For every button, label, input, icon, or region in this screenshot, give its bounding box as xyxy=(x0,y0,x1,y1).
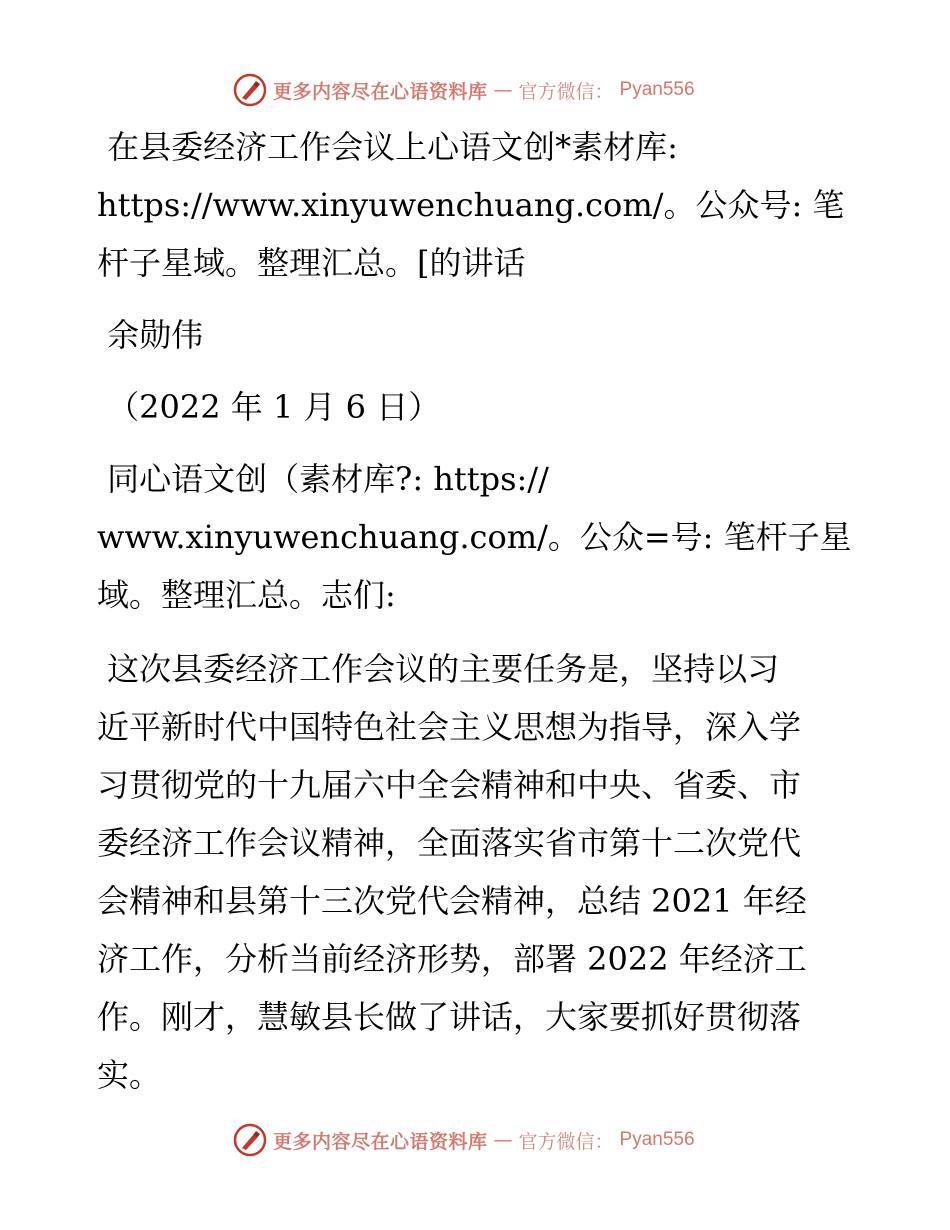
watermark-dash: — xyxy=(493,1129,513,1151)
greeting-block xyxy=(97,450,857,624)
pen-logo-icon xyxy=(233,1123,267,1157)
title-line: 在县委经济工作会议上心语文创*素材库: xyxy=(97,128,678,166)
footer-watermark xyxy=(233,1120,695,1160)
paragraph-line: 实。 xyxy=(97,1056,162,1094)
watermark-wechat-id: Pyan556 xyxy=(619,1129,695,1150)
watermark-main-text: 更多内容尽在心语资料库 xyxy=(273,80,488,103)
watermark-dash: — xyxy=(493,79,513,101)
watermark-main-text: 更多内容尽在心语资料库 xyxy=(273,1130,488,1153)
pen-logo-icon xyxy=(233,73,267,107)
greeting-line: 域。整理汇总。志们: xyxy=(97,576,396,614)
paragraph-line: 会精神和县第十三次党代会精神，总结 2021 年经 xyxy=(97,882,807,920)
title-line: 杆子星域。整理汇总。[的讲话 xyxy=(97,244,526,282)
paragraph-line: 济工作，分析当前经济形势，部署 2022 年经济工 xyxy=(97,940,807,978)
paragraph-line: 习贯彻党的十九届六中全会精神和中央、省委、市 xyxy=(97,766,802,804)
watermark-wechat-label: 官方微信： xyxy=(518,1130,614,1153)
greeting-line: www.xinyuwenchuang.com/。公众=号: 笔杆子星 xyxy=(97,518,852,556)
main-paragraph xyxy=(97,640,857,1104)
watermark-wechat-label: 官方微信： xyxy=(518,80,614,103)
greeting-line: 同心语文创（素材库?: https:// xyxy=(97,460,549,498)
paragraph-line: 这次县委经济工作会议的主要任务是，坚持以习 xyxy=(97,650,780,688)
speech-date: （2022 年 1 月 6 日） xyxy=(97,388,441,426)
paragraph-line: 作。刚才，慧敏县长做了讲话，大家要抓好贯彻落 xyxy=(97,998,802,1036)
title-block xyxy=(97,118,857,292)
author-name: 余勋伟 xyxy=(97,316,204,354)
paragraph-line: 委经济工作会议精神，全面落实省市第十二次党代 xyxy=(97,824,802,862)
watermark-wechat-id: Pyan556 xyxy=(619,79,695,100)
document-body xyxy=(97,118,857,1104)
title-line: https://www.xinyuwenchuang.com/。公众号: 笔 xyxy=(97,186,845,224)
header-watermark xyxy=(233,70,695,110)
paragraph-line: 近平新时代中国特色社会主义思想为指导，深入学 xyxy=(97,708,802,746)
